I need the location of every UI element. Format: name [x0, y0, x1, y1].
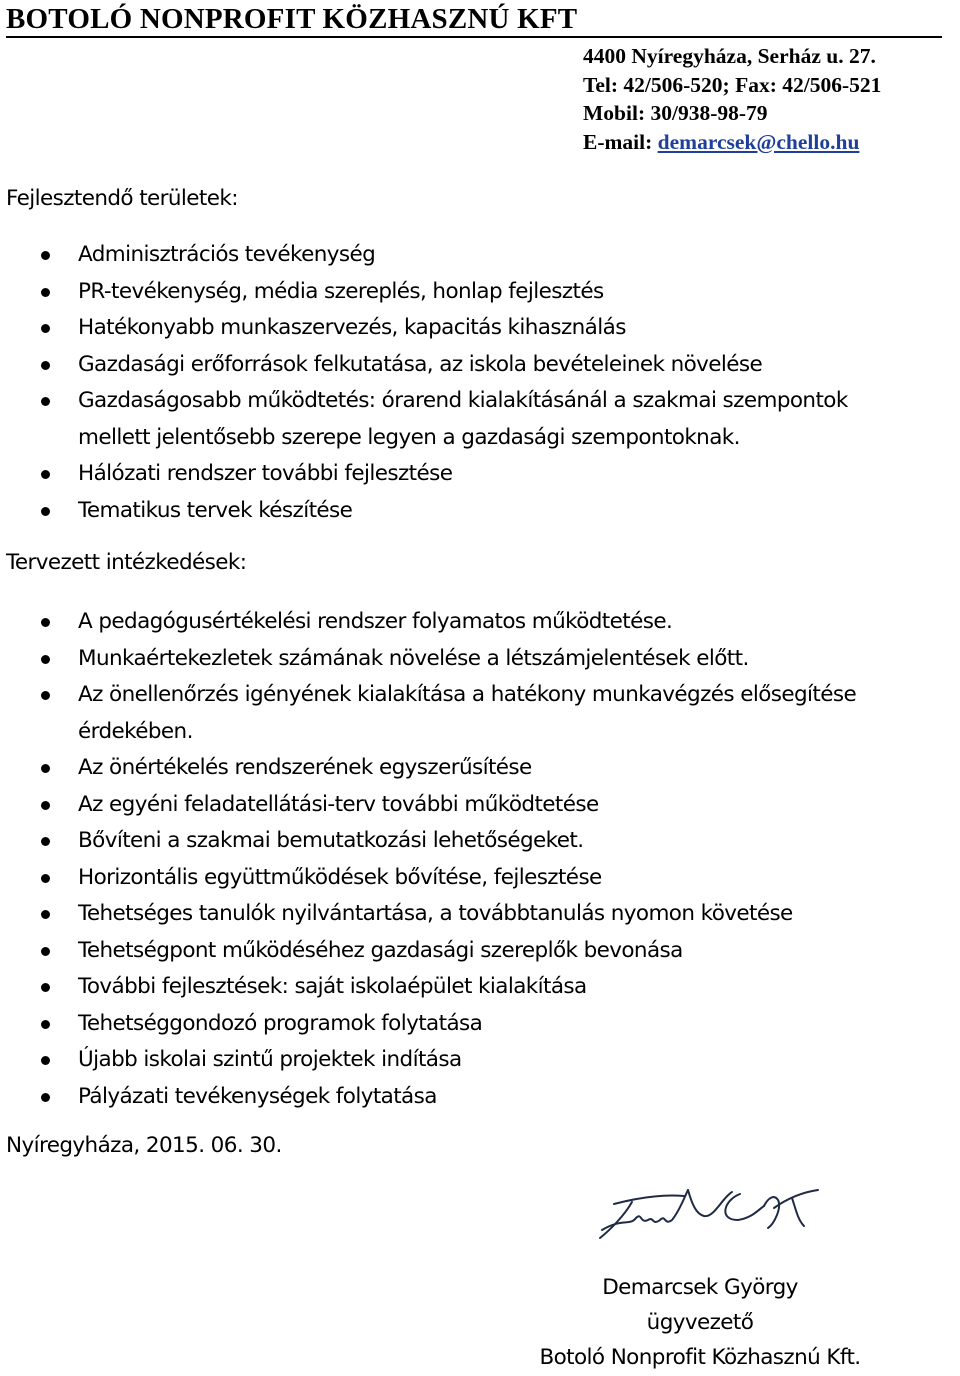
list-item: Az egyéni feladatellátási-terv további működtetése	[0, 787, 960, 824]
email-label: E-mail:	[583, 129, 658, 154]
email-line	[583, 128, 881, 157]
signer-title: ügyvezető	[646, 1310, 754, 1335]
address: 4400 Nyíregyháza, Serház u. 27.	[583, 44, 876, 68]
bullet-icon	[41, 947, 50, 956]
bullet-icon	[41, 1020, 50, 1029]
bullet-icon	[41, 251, 50, 260]
bullet-icon	[41, 618, 50, 627]
list-item: A pedagógusértékelési rendszer folyamatos működtetése.	[0, 604, 960, 641]
contact-block	[583, 42, 881, 156]
phone-fax: Tel: 42/506-520; Fax: 42/506-521	[583, 72, 882, 97]
bullet-icon	[41, 470, 50, 479]
date-line: Nyíregyháza, 2015. 06. 30.	[6, 1133, 282, 1158]
mobile-line	[583, 99, 881, 128]
list-item: PR-tevékenység, média szereplés, honlap fejlesztés	[0, 274, 960, 311]
bullet-icon	[41, 764, 50, 773]
development-list	[0, 237, 960, 529]
list-item: Gazdaságosabb működtetés: órarend kialakításánál a szakmai szempontok mellett jelentősebb szerepe legyen a gazdasági szempontoknak.	[0, 383, 960, 456]
signer-organization: Botoló Nonprofit Közhasznú Kft.	[539, 1345, 861, 1370]
list-item: Pályázati tevékenységek folytatása	[0, 1079, 960, 1116]
development-heading: Fejlesztendő területek:	[6, 186, 238, 211]
list-item: Hatékonyabb munkaszervezés, kapacitás kihasználás	[0, 310, 960, 347]
bullet-icon	[41, 910, 50, 919]
signature-image	[592, 1180, 824, 1250]
measures-list	[0, 604, 960, 1115]
list-item: Munkaértekezletek számának növelése a létszámjelentések előtt.	[0, 641, 960, 678]
bullet-icon	[41, 691, 50, 700]
list-item: Tematikus tervek készítése	[0, 493, 960, 530]
list-item: Adminisztrációs tevékenység	[0, 237, 960, 274]
list-item: Az önellenőrzés igényének kialakítása a hatékony munkavégzés elősegítése érdekében.	[0, 677, 960, 750]
list-item: Tehetségpont működéséhez gazdasági szereplők bevonása	[0, 933, 960, 970]
list-item: Újabb iskolai szintű projektek indítása	[0, 1042, 960, 1079]
bullet-icon	[41, 361, 50, 370]
signer-name: Demarcsek György	[602, 1275, 798, 1300]
bullet-icon	[41, 397, 50, 406]
list-item: További fejlesztések: saját iskolaépület kialakítása	[0, 969, 960, 1006]
bullet-icon	[41, 655, 50, 664]
list-item: Horizontális együttműködések bővítése, fejlesztése	[0, 860, 960, 897]
list-item: Gazdasági erőforrások felkutatása, az iskola bevételeinek növelése	[0, 347, 960, 384]
bullet-icon	[41, 324, 50, 333]
email-link[interactable]: demarcsek@chello.hu	[657, 129, 860, 154]
bullet-icon	[41, 507, 50, 516]
mobile-label: Mobil:	[583, 101, 651, 125]
bullet-icon	[41, 983, 50, 992]
measures-heading: Tervezett intézkedések:	[6, 550, 247, 575]
bullet-icon	[41, 288, 50, 297]
list-item: Tehetséggondozó programok folytatása	[0, 1006, 960, 1043]
bullet-icon	[41, 1056, 50, 1065]
company-title: BOTOLÓ NONPROFIT KÖZHASZNÚ KFT	[6, 2, 942, 38]
bullet-icon	[41, 837, 50, 846]
bullet-icon	[41, 874, 50, 883]
bullet-icon	[41, 1093, 50, 1102]
list-item: Bővíteni a szakmai bemutatkozási lehetőségeket.	[0, 823, 960, 860]
mobile-number: 30/938-98-79	[650, 101, 768, 125]
list-item: Tehetséges tanulók nyilvántartása, a továbbtanulás nyomon követése	[0, 896, 960, 933]
list-item: Az önértékelés rendszerének egyszerűsítése	[0, 750, 960, 787]
list-item: Hálózati rendszer további fejlesztése	[0, 456, 960, 493]
bullet-icon	[41, 801, 50, 810]
